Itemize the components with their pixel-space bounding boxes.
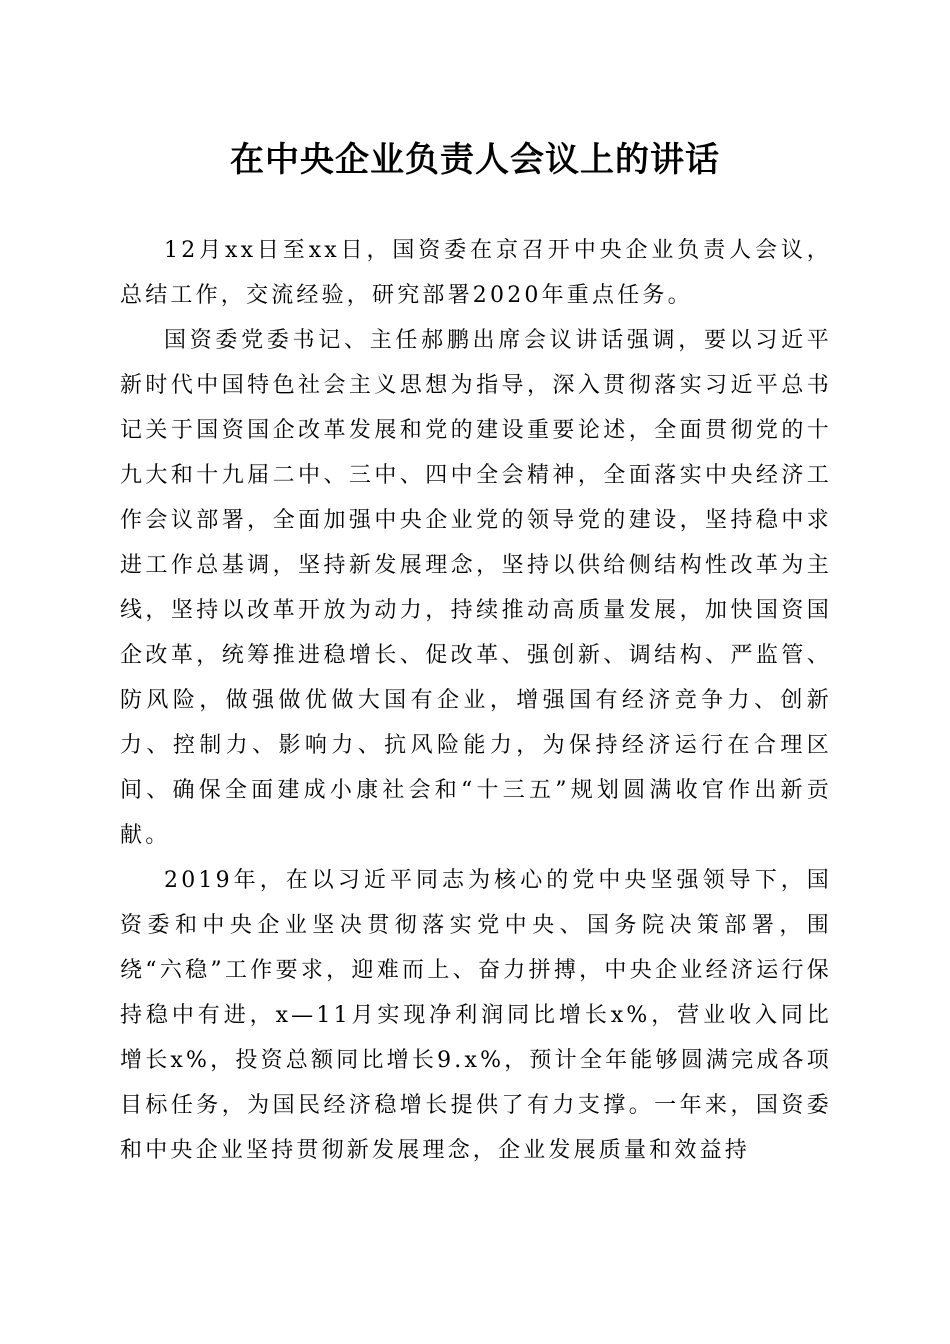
paragraph-2: 国资委党委书记、主任郝鹏出席会议讲话强调，要以习近平新时代中国特色社会主义思想为指导，深入贯彻落实习近平总书记关于国资国企改革发展和党的建设重要论述，全面贯彻党的十九大和十九届二中、三中、四中全会精神，全面落实中央经济工作会议部署，全面加强中央企业党的领导党的建设，坚持稳中求进工作总基调，坚持新发展理念，坚持以供给侧结构性改革为主线，坚持以改革开放为动力，持续推动高质量发展，加快国资国企改革，统筹推进稳增长、促改革、强创新、调结构、严监管、防风险，做强做优做大国有企业，增强国有经济竞争力、创新力、控制力、影响力、抗风险能力，为保持经济运行在合理区间、确保全面建成小康社会和“十三五”规划圆满收官作出新贡献。 <box>120 328 832 848</box>
paragraph-1: 12月xx日至xx日，国资委在京召开中央企业负责人会议，总结工作，交流经验，研究部署2020年重点任务。 <box>120 238 832 308</box>
paragraph-3: 2019年，在以习近平同志为核心的党中央坚强领导下，国资委和中央企业坚决贯彻落实党中央、国务院决策部署，围绕“六稳”工作要求，迎难而上、奋力拼搏，中央企业经济运行保持稳中有进，x—11月实现净利润同比增长x%，营业收入同比增长x%，投资总额同比增长9.x%，预计全年能够圆满完成各项目标任务，为国民经济稳增长提供了有力支撑。一年来，国资委和中央企业坚持贯彻新发展理念，企业发展质量和效益持 <box>120 868 832 1163</box>
document-title: 在中央企业负责人会议上的讲话 <box>230 140 720 180</box>
document-body <box>120 228 832 1173</box>
